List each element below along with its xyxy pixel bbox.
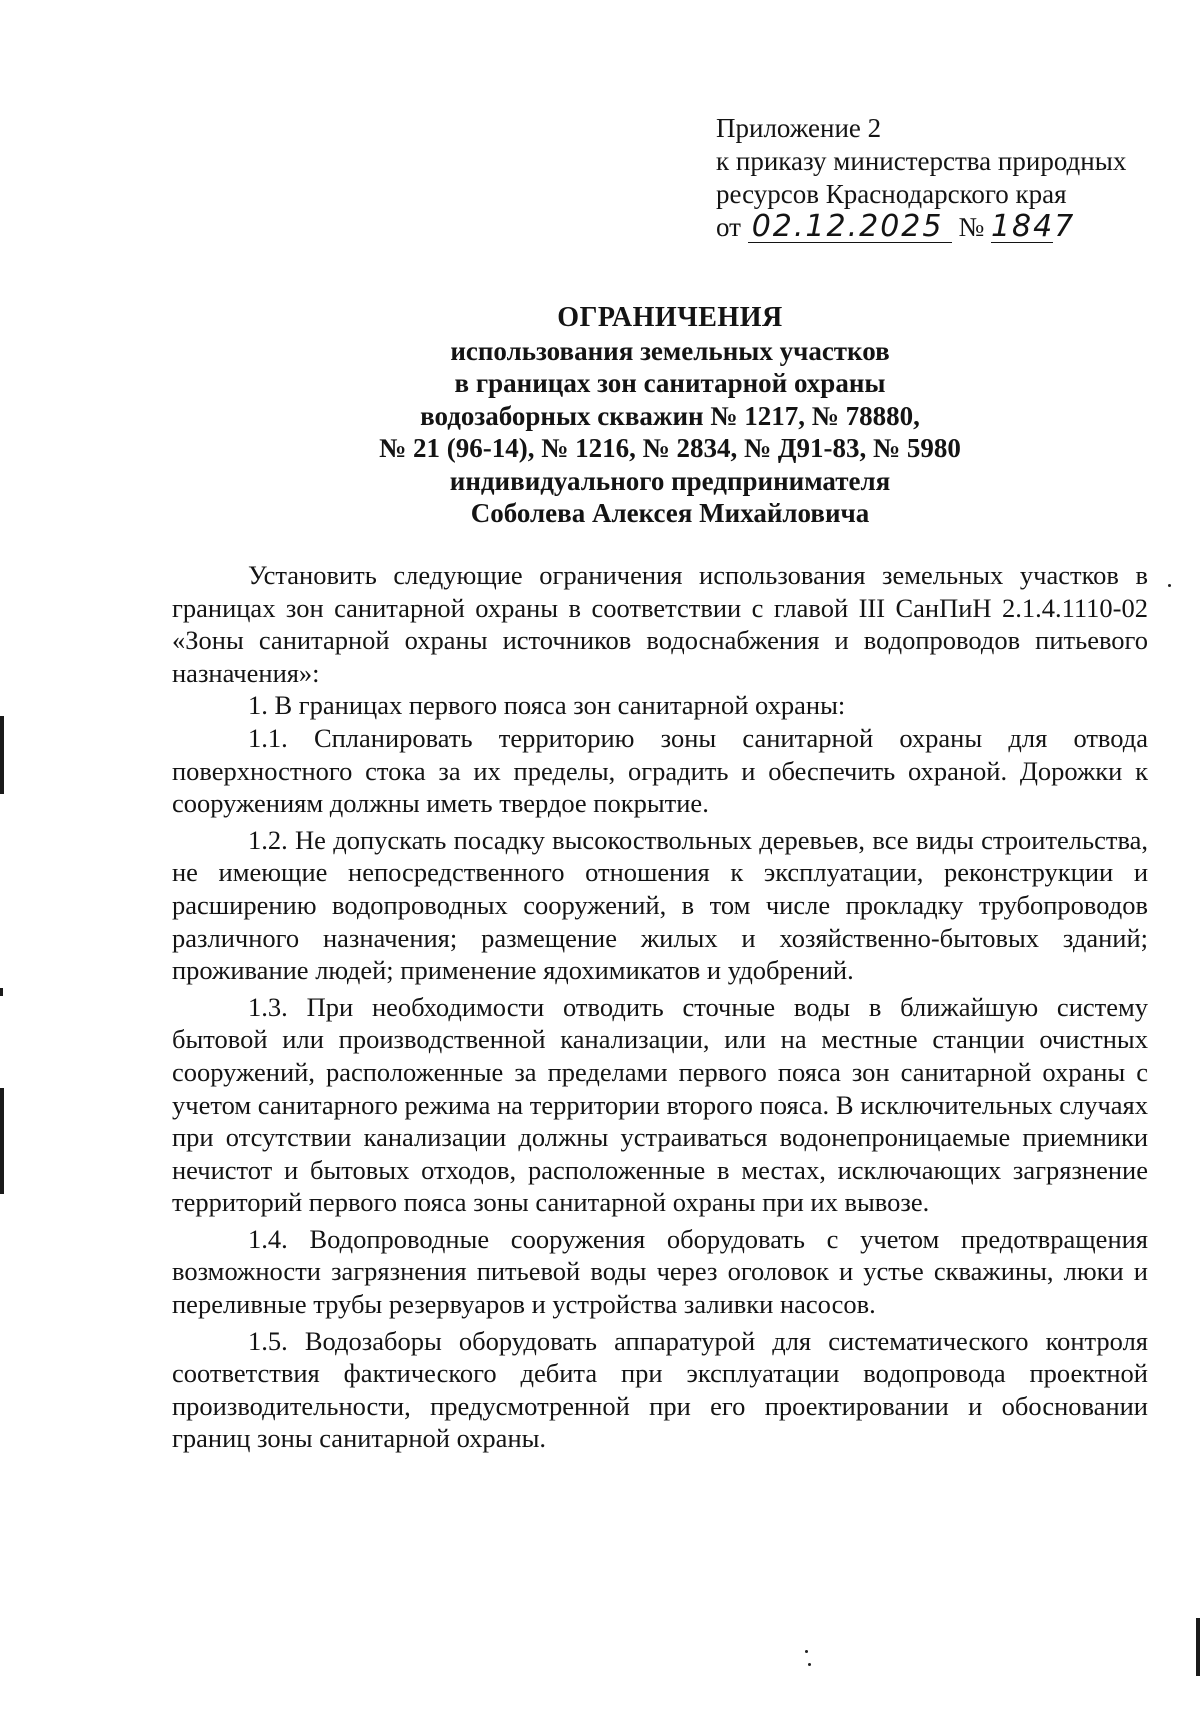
number-label: № <box>958 212 985 242</box>
document-body <box>172 559 1148 1455</box>
scan-mark-left-2 <box>0 988 3 996</box>
scan-mark-right-1 <box>1196 1618 1200 1676</box>
handwritten-number: 1847 <box>990 209 1076 244</box>
appendix-line-2: к приказу министерства природных <box>716 146 1127 176</box>
title-line: в границах зон санитарной охраны <box>454 368 886 398</box>
title-line: № 21 (96-14), № 1216, № 2834, № Д91-83, № 5980 <box>379 433 961 463</box>
scan-mark-left-3 <box>0 1088 4 1194</box>
appendix-line-3: ресурсов Краснодарского края <box>716 179 1067 209</box>
title-main: ОГРАНИЧЕНИЯ <box>557 302 783 333</box>
appendix-line-1: Приложение 2 <box>716 113 882 143</box>
clause-1-4: 1.4. Водопроводные сооружения оборудовать с учетом предотвращения возможности загрязнения питьевой воды через оголовок и устье скважины, люки и переливные трубы резервуаров и устройства заливки насосов. <box>172 1223 1148 1320</box>
clause-1-3: 1.3. При необходимости отводить сточные воды в ближайшую систему бытовой или производственной канализации, или на местные станции очистных сооружений, расположенные за пределами первого пояса зон санитарной охраны с учетом санитарного режима на территории второго пояса. В исключительных случаях при отсутствии канализации должны устраиваться водонепроницаемые приемники нечистот и бытовых отходов, расположенные в местах, исключающих загрязнение территорий первого пояса зоны санитарной охраны при их вывозе. <box>172 991 1148 1218</box>
scan-mark-left-1 <box>0 716 4 794</box>
document-title <box>180 302 1160 530</box>
scan-dot <box>805 1650 808 1653</box>
scan-dot <box>1168 584 1171 587</box>
from-label: от <box>716 212 741 242</box>
scan-dot <box>808 1663 811 1666</box>
clause-1-5: 1.5. Водозаборы оборудовать аппаратурой для систематического контроля соответствия фактического дебита при эксплуатации водопровода проектной производительности, предусмотренной при его проектировании и обосновании границ зоны санитарной охраны. <box>172 1325 1148 1454</box>
clause-1-2: 1.2. Не допускать посадку высокоствольных деревьев, все виды строительства, не имеющие непосредственного отношения к эксплуатации, реконструкции и расширению водопроводных сооружений, в том числе прокладку трубопроводов различного назначения; размещение жилых и хозяйственно-бытовых зданий; проживание людей; применение ядохимикатов и удобрений. <box>172 824 1148 986</box>
title-line: Соболева Алексея Михайловича <box>470 498 870 528</box>
appendix-line-4 <box>716 211 1126 244</box>
title-line: индивидуального предпринимателя <box>449 465 891 496</box>
intro-paragraph: Установить следующие ограничения использования земельных участков в границах зон санитарной охраны в соответствии с главой III СанПиН 2.1.4.1110-02 «Зоны санитарной охраны источников водоснабжения и водопроводов питьевого назначения»: <box>172 560 1148 688</box>
appendix-header <box>716 112 1126 244</box>
handwritten-date: 02.12.2025 <box>748 212 952 243</box>
clause-1-1: 1.1. Спланировать территорию зоны санитарной охраны для отвода поверхностного стока за их пределы, оградить и обеспечить охраной. Дорожки к сооружениям должны иметь твердое покрытие. <box>172 722 1148 819</box>
title-line: использования земельных участков <box>450 335 890 366</box>
section-heading-1: 1. В границах первого пояса зон санитарной охраны: <box>248 690 846 721</box>
title-line: водозаборных скважин № 1217, № 78880, <box>420 400 920 431</box>
